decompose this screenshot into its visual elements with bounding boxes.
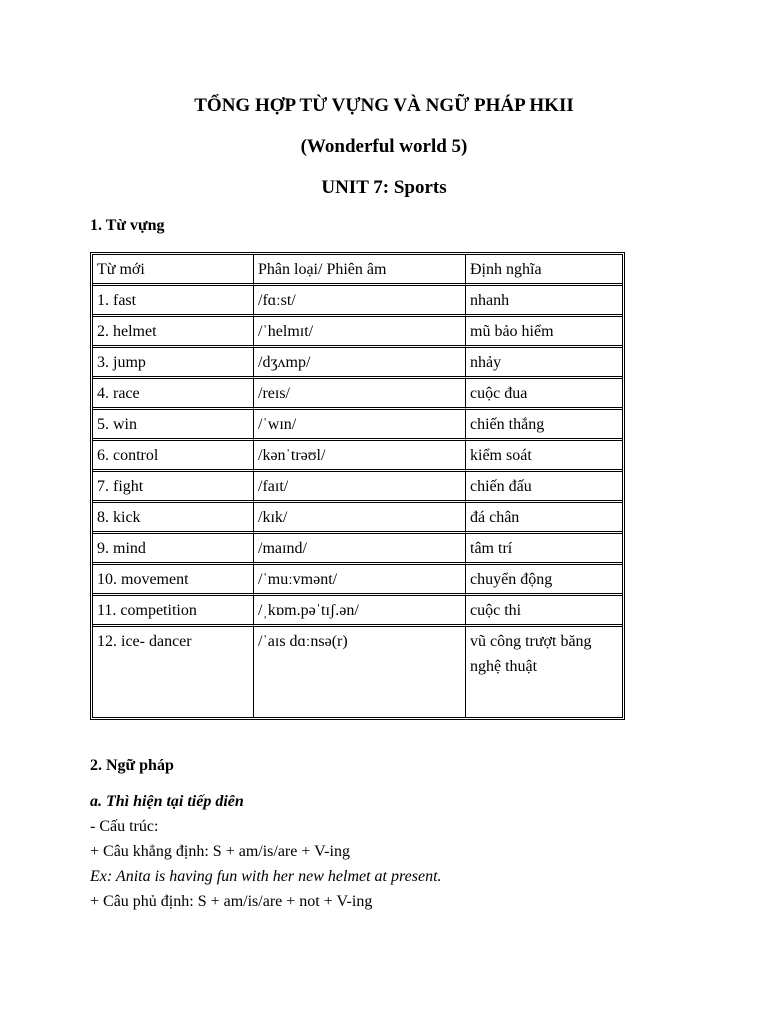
meaning-cell: mũ bảo hiểm xyxy=(466,317,622,348)
structure-label: - Cấu trúc: xyxy=(90,818,159,835)
phonetic-cell: /faɪt/ xyxy=(254,472,466,503)
document-subtitle: (Wonderful world 5) xyxy=(300,136,468,157)
phonetic-cell: /kɪk/ xyxy=(254,503,466,534)
word-cell: 1. fast xyxy=(93,286,254,317)
meaning-cell: chuyển động xyxy=(466,565,622,596)
table-row xyxy=(93,348,622,379)
grammar-heading: 2. Ngữ pháp xyxy=(90,757,174,774)
table-row xyxy=(93,379,622,410)
table-row xyxy=(93,503,622,534)
table-row xyxy=(93,627,622,717)
table-row xyxy=(93,286,622,317)
table-row xyxy=(93,410,622,441)
document-title: TỔNG HỢP TỪ VỰNG VÀ NGỮ PHÁP HKII xyxy=(194,95,574,116)
phonetic-cell: /dʒʌmp/ xyxy=(254,348,466,379)
phonetic-cell: /ˈwɪn/ xyxy=(254,410,466,441)
word-cell: 5. win xyxy=(93,410,254,441)
vocabulary-table xyxy=(90,252,625,720)
negative-rule: + Câu phủ định: S + am/is/are + not + V-ing xyxy=(90,893,373,910)
meaning-cell: vũ công trượt băng nghệ thuật xyxy=(470,633,592,675)
meaning-cell: kiểm soát xyxy=(466,441,622,472)
table-row xyxy=(93,596,622,627)
phonetic-cell: /fɑːst/ xyxy=(254,286,466,317)
word-cell: 4. race xyxy=(93,379,254,410)
word-cell: 11. competition xyxy=(93,596,254,627)
table-row xyxy=(93,472,622,503)
meaning-cell: cuộc thi xyxy=(466,596,622,627)
column-header-phonetic: Phân loại/ Phiên âm xyxy=(254,255,466,286)
table-row xyxy=(93,565,622,596)
meaning-cell: nhảy xyxy=(466,348,622,379)
word-cell: 12. ice- dancer xyxy=(93,627,254,717)
word-cell: 7. fight xyxy=(93,472,254,503)
word-cell: 9. mind xyxy=(93,534,254,565)
meaning-cell: chiến thắng xyxy=(466,410,622,441)
affirmative-rule: + Câu khẳng định: S + am/is/are + V-ing xyxy=(90,843,350,860)
phonetic-cell: /ˌkɒm.pəˈtɪʃ.ən/ xyxy=(254,596,466,627)
phonetic-cell: /kənˈtrəʊl/ xyxy=(254,441,466,472)
grammar-subheading: a. Thì hiện tại tiếp diên xyxy=(90,793,244,810)
table-row xyxy=(93,441,622,472)
phonetic-cell: /ˈmuːvmənt/ xyxy=(254,565,466,596)
phonetic-cell: /ˈaɪs dɑːnsə(r) xyxy=(254,627,466,717)
word-cell: 3. jump xyxy=(93,348,254,379)
table-header-row xyxy=(93,255,622,286)
phonetic-cell: /reɪs/ xyxy=(254,379,466,410)
word-cell: 8. kick xyxy=(93,503,254,534)
word-cell: 2. helmet xyxy=(93,317,254,348)
meaning-cell: nhanh xyxy=(466,286,622,317)
meaning-cell: đá chân xyxy=(466,503,622,534)
word-cell: 10. movement xyxy=(93,565,254,596)
example-sentence: Ex: Anita is having fun with her new helmet at present. xyxy=(90,868,442,885)
phonetic-cell: /ˈhelmɪt/ xyxy=(254,317,466,348)
phonetic-cell: /maɪnd/ xyxy=(254,534,466,565)
unit-title: UNIT 7: Sports xyxy=(321,177,447,198)
table-row xyxy=(93,317,622,348)
column-header-meaning: Định nghĩa xyxy=(466,255,622,286)
meaning-cell: chiến đấu xyxy=(466,472,622,503)
meaning-cell: tâm trí xyxy=(466,534,622,565)
word-cell: 6. control xyxy=(93,441,254,472)
column-header-word: Từ mới xyxy=(93,255,254,286)
table-row xyxy=(93,534,622,565)
vocabulary-heading: 1. Từ vựng xyxy=(90,217,165,234)
meaning-cell: cuộc đua xyxy=(466,379,622,410)
